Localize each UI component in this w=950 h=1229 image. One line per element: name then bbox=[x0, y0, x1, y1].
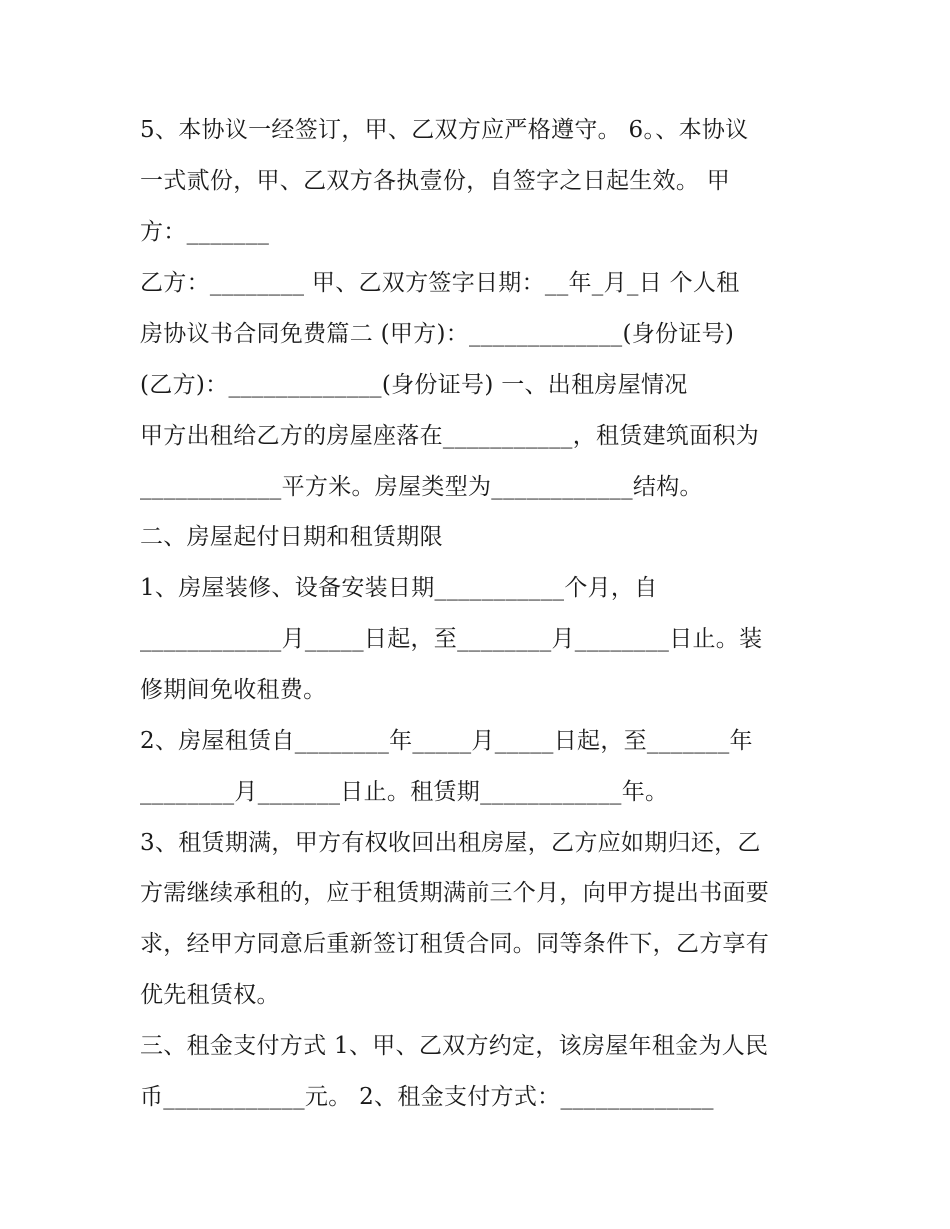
text-line-6: (乙方)：_____________(身份证号) 一、出租房屋情况 bbox=[140, 372, 688, 398]
text-line-13: 2、房屋租赁自________年_____月_____日起，至_______年 bbox=[140, 728, 753, 754]
text-line-2: 一式贰份，甲、乙双方各执壹份，自签字之日起生效。 甲 bbox=[140, 168, 731, 194]
text-line-12: 修期间免收租费。 bbox=[140, 677, 327, 703]
text-line-20: 币____________元。 2、租金支付方式：_____________ bbox=[140, 1084, 714, 1110]
text-line-16: 方需继续承租的，应于租赁期满前三个月，向甲方提出书面要 bbox=[140, 880, 770, 906]
text-line-14: ________月_______日止。租赁期____________年。 bbox=[140, 779, 669, 805]
text-line-4: 乙方：________ 甲、乙双方签字日期：__年_月_日 个人租 bbox=[140, 270, 740, 296]
text-line-5: 房协议书合同免费篇二 (甲方)：_____________(身份证号) bbox=[140, 321, 735, 347]
text-line-10: 1、房屋装修、设备安装日期___________个月，自 bbox=[140, 575, 658, 601]
text-line-3: 方：_______ bbox=[140, 219, 270, 245]
text-line-18: 优先租赁权。 bbox=[140, 982, 280, 1008]
text-line-19: 三、租金支付方式 1、甲、乙双方约定，该房屋年租金为人民 bbox=[140, 1033, 769, 1059]
text-line-15: 3、租赁期满，甲方有权收回出租房屋，乙方应如期归还，乙 bbox=[140, 830, 761, 856]
section-heading-2: 二、房屋起付日期和租赁期限 bbox=[140, 524, 443, 550]
text-line-11: ____________月_____日起，至________月________日止。装 bbox=[140, 626, 763, 652]
text-line-8: ____________平方米。房屋类型为____________结构。 bbox=[140, 474, 703, 500]
text-line-7: 甲方出租给乙方的房屋座落在___________，租赁建筑面积为 bbox=[140, 423, 760, 449]
text-line-17: 求，经甲方同意后重新签订租赁合同。同等条件下，乙方享有 bbox=[140, 931, 770, 957]
text-line-1: 5、本协议一经签订，甲、乙双方应严格遵守。 6。、本协议 bbox=[140, 117, 749, 143]
